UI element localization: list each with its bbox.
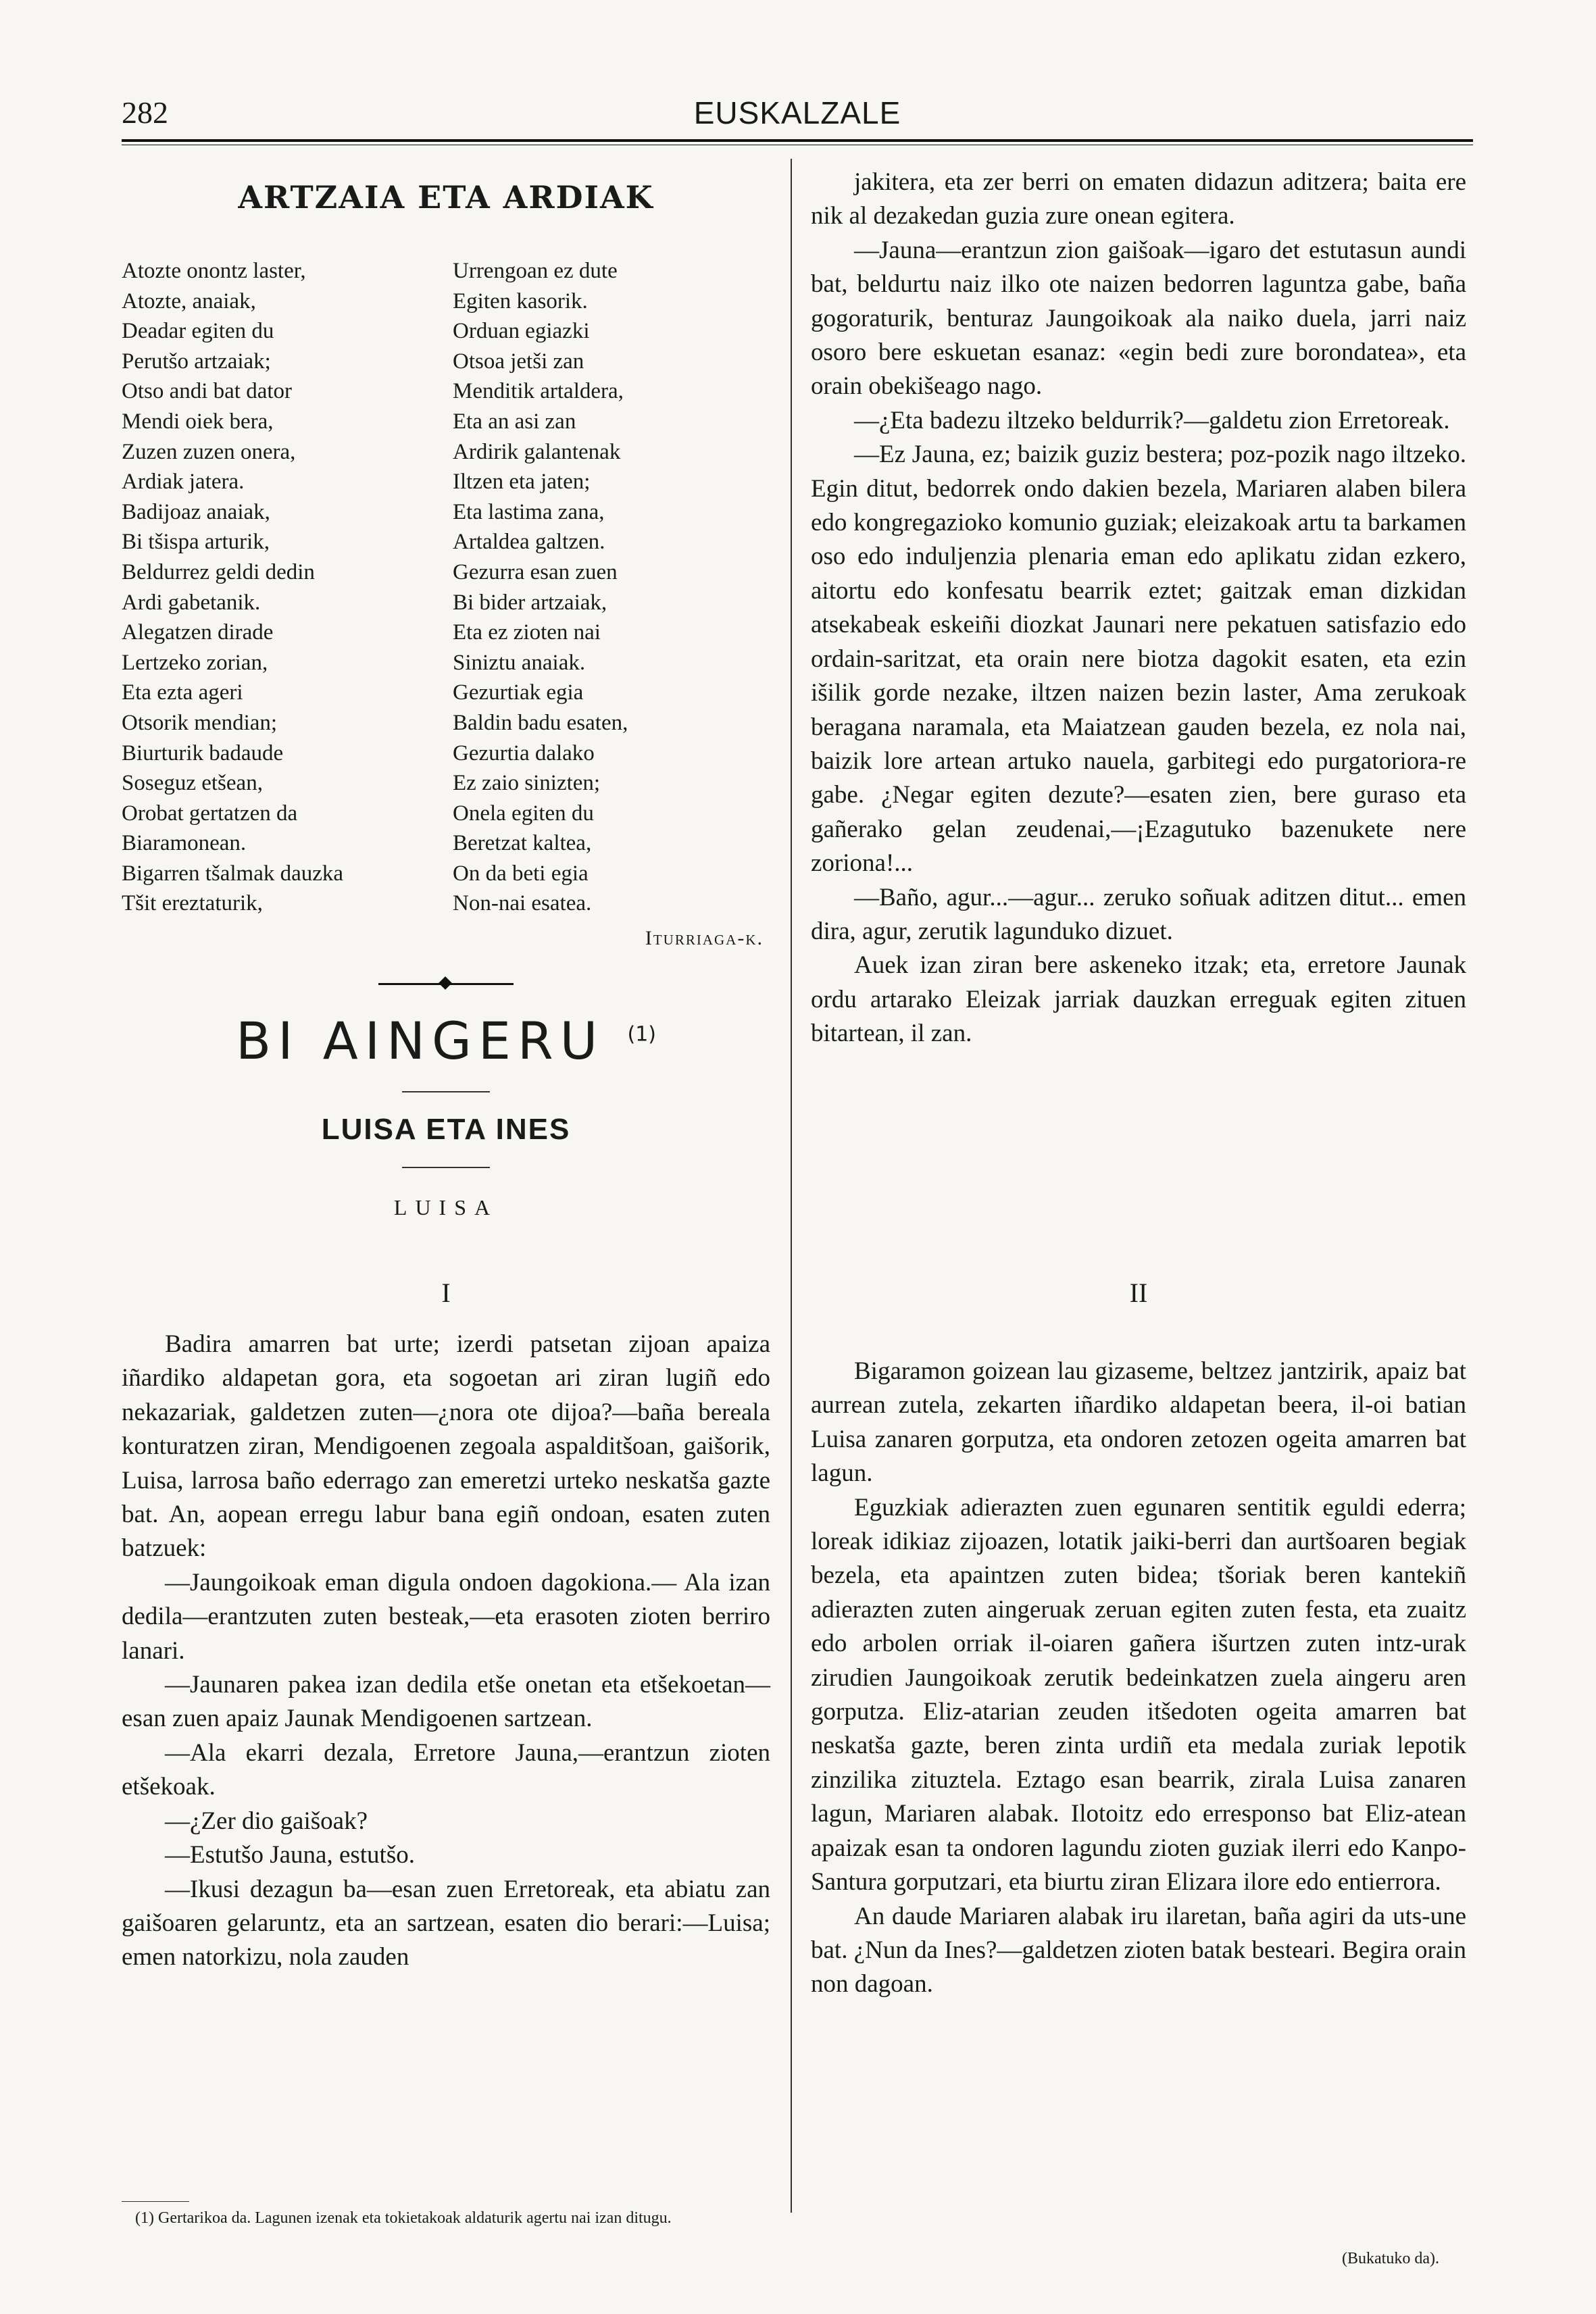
right-column-top: [791, 166, 1466, 1051]
paragraph: —Jaungoikoak eman digula ondoen dagokiona.— Ala izan dedila—erantzuten zuten besteak,—eta erasoten zioten berriro lanari.: [122, 1568, 770, 1665]
poem-line: Eta ezta ageri: [122, 680, 243, 705]
paragraph: —Baño, agur...—agur... zeruko soñuak aditzen ditut... emen dira, agur, zerutik lagunduko dizuet.: [811, 883, 1466, 945]
poem-line: Ez zaio sinizten;: [453, 771, 601, 796]
poem-line: Atozte, anaiak,: [122, 288, 256, 313]
page-header: [122, 95, 1473, 135]
paragraph: Bigaramon goizean lau gizaseme, beltzez jantzirik, apaiz bat aurrean zutela, zekarten iñardiko aldapetan beera, il-oi batian Luisa zanaren gorputza, eta ondoren zetozen ogeita amarren bat lagun.: [811, 1357, 1466, 1488]
poem-line: Otsorik mendian;: [122, 710, 278, 735]
paragraph: Badira amarren bat urte; izerdi patsetan zijoan apaiza iñardiko aldapetan gora, eta sogoetan ari ziran lugiñ edo nekazariak, galdetzen zuten—¿nora ote dijoa?—baña bereala konturatzen ziran, Mendigoenen zegoala aspalditšoan, gaišorik, Luisa, larrosa baño ederrago zan emeretzi urteko neskatša gazte bat. An, aopean erregu labur bana egiñ ondoan, esaten zuten batzuek:: [122, 1330, 770, 1563]
poem-line: Otso andi bat dator: [122, 379, 293, 404]
paragraph: —Ikusi dezagun ba—esan zuen Erretoreak, eta abiatu zan gaišoaren gelaruntz, eta an sartzean, esaten dio berari:—Luisa; emen natorkizu, nola zauden: [122, 1875, 770, 1971]
poem-line: Alegatzen dirade: [122, 620, 274, 645]
paragraph: —Ala ekarri dezala, Erretore Jauna,—erantzun zioten etšekoak.: [122, 1738, 770, 1801]
poem-line: Ardiak jatera.: [122, 470, 245, 495]
poem-line: Egiten kasorik.: [453, 288, 588, 313]
diamond-icon: [439, 976, 452, 990]
poem-line: Onela egiten du: [453, 801, 594, 826]
paragraph: Eguzkiak adierazten zuen egunaren sentitik eguldi ederra; loreak idikiaz zijoazen, lotatik jaiki-berri dan aurtšoaren begiak bezela, eta apaintzen zuten bidea; tšoriak beren kantekiñ adierazten zuten aingeruak zeruan egiten zuten festa, eta zuaitz edo arbolen orriak il-oiaren gañera išurtzen zuten intz-urak zirudien Jaungoikoak zerutik bedeinkatzen zuela aingeru aren gorputza. Eliz-atarian zeuden itšedoten ogeita amarren bat neskatša gazte, beren zinta urdiñ eta medala zuriak lepotik zinzilika zituztela. Eztago esan bearrik, zirala Luisa zanaren lagun, Mariaren alabak. Ilotoitz edo erresponso bat Eliz-atean apaizak esan ta ondoren lagundu zioten guziak ilerri edo Kanpo-Santura gorputzari, eta biurtu ziran Elizara ilore edo entierrora.: [811, 1493, 1466, 1896]
page-number: 282: [122, 95, 168, 130]
poem: [122, 256, 770, 919]
story-subtitle: LUISA ETA INES: [321, 1113, 571, 1147]
subtitle-rule: [402, 1167, 490, 1168]
poem-line: Gezurtia dalako: [453, 740, 595, 765]
poem-line: Orobat gertatzen da: [122, 801, 298, 826]
right-column-bottom: [811, 1355, 1466, 2002]
poem-signature: Iturriaga-k.: [645, 927, 764, 950]
left-column-top: [122, 179, 770, 1220]
footnote-rule: [122, 2201, 189, 2202]
section-name: LUISA: [393, 1195, 499, 1220]
paragraph: —¿Eta badezu iltzeko beldurrik?—galdetu zion Erretoreak.: [854, 406, 1450, 434]
poem-line: Bi bider artzaiak,: [453, 590, 607, 615]
poem-line: Eta lastima zana,: [453, 499, 605, 524]
poem-line: Baldin badu esaten,: [453, 710, 628, 735]
poem-line: Menditik artaldera,: [453, 379, 624, 404]
paragraph: An daude Mariaren alabak iru ilaretan, baña agiri da uts-une bat. ¿Nun da Ines?—galdetzen zioten batak besteari. Begira orain non dagoan.: [811, 1902, 1466, 1998]
paragraph: —Ez Jauna, ez; baizik guziz bestera; poz-pozik nago iltzeko. Egin ditut, bedorrek ondo dakien bezela, Mariaren alaben bilera edo kongregazioko komunio guziak; eleizakoak artu ta barkamen oso edo induljenzia plenaria eman edo aplikatu zidan ezkero, aitortu edo konfesatu bearrik eztet; gaitzak eman dizkidan atsekabeak eskeiñi diozkat Jaunari nere pekatuen satisfazio edo ordain-saritzat, eta orain nere biotza dagokit esaten, eta ezin išilik gorde nezake, iltzen naizen bezin laster, Ama zerukoak beragana naramala, eta Maiatzean gauden bezela, ez nola nai, baizik lore artean artuko nauela, garbitegi edo purgatoriora-re gabe. ¿Negar egiten dezute?—esaten zien, bere guraso eta gañerako gelan zeudenai,—¡Ezagutuko bazenukete nere zoriona!...: [811, 441, 1466, 878]
poem-line: Urrengoan ez dute: [453, 259, 618, 283]
poem-line: Eta an asi zan: [453, 409, 576, 434]
poem-line: Biaramonean.: [122, 831, 247, 856]
ornament-divider: [378, 977, 514, 990]
paragraph: —Jaunaren pakea izan dedila etše onetan eta etšekoetan—esan zuen apaiz Jaunak Mendigoenen sartzean.: [122, 1671, 770, 1733]
left-column-bottom: [122, 1328, 770, 1975]
poem-line: Deadar egiten du: [122, 319, 274, 344]
poem-line: Lertzeko zorian,: [122, 650, 268, 675]
poem-line: Perutšo artzaiak;: [122, 349, 271, 374]
header-rule: [122, 139, 1473, 142]
poem-line: Iltzen eta jaten;: [453, 470, 591, 495]
footnote: (1) Gertarikoa da. Lagunen izenak eta tokietakoak aldaturik agertu nai izan ditugu.: [135, 2209, 672, 2227]
poem-column-1: [122, 256, 439, 919]
poem-line: Otsoa jetši zan: [453, 349, 584, 374]
continued-note: (Bukatuko da).: [1342, 2250, 1439, 2267]
poem-line: Siniztu anaiak.: [453, 650, 586, 675]
story-title: [122, 1011, 770, 1071]
paragraph: —¿Zer dio gaišoak?: [165, 1807, 368, 1835]
story-title-text: BI AINGERU: [236, 1011, 605, 1072]
poem-line: Ardirik galantenak: [453, 439, 621, 464]
poem-line: On da beti egia: [453, 861, 589, 886]
poem-line: Orduan egiazki: [453, 319, 590, 344]
poem-line: Artaldea galtzen.: [453, 530, 605, 555]
poem-line: Badijoaz anaiak,: [122, 499, 270, 524]
poem-line: Atozte onontz laster,: [122, 259, 306, 283]
chapter-heading-1: I: [441, 1278, 451, 1308]
poem-line: Gezurra esan zuen: [453, 559, 618, 584]
poem-line: Non-nai esatea.: [453, 891, 592, 916]
chapter-heading-2: II: [1129, 1278, 1148, 1308]
poem-line: Eta ez zioten nai: [453, 620, 601, 645]
running-head: EUSKALZALE: [693, 95, 901, 130]
poem-line: Mendi oiek bera,: [122, 409, 274, 434]
title-rule: [402, 1091, 490, 1092]
paragraph: —Jauna—erantzun zion gaišoak—igaro det estutasun aundi bat, beldurtu naiz ilko ote naizen bedorren laguntza gabe, baña gogoraturik, benturaz Jaungoikoak ala naiko duela, jarri naiz osoro bere eskuetan esanaz: «egin bedi zure borondatea», eta orain obekišeago nago.: [811, 236, 1466, 401]
poem-line: Gezurtiak egia: [453, 680, 584, 705]
paragraph: Auek izan ziran bere askeneko itzak; eta, erretore Jaunak ordu artarako Eleizak jarriak dauzkan erreguak egiten zituen bitartean, il zan.: [811, 951, 1466, 1048]
paragraph: jakitera, eta zer berri on ematen didazun aditzera; baita ere nik al dezakedan guzia zure onean egitera.: [811, 168, 1466, 230]
poem-line: Bigarren tšalmak dauzka: [122, 861, 344, 886]
poem-line: Bi tšispa arturik,: [122, 530, 270, 555]
poem-line: Soseguz etšean,: [122, 771, 263, 796]
poem-line: Ardi gabetanik.: [122, 590, 261, 615]
poem-title: ARTZAIA ETA ARDIAK: [238, 179, 654, 216]
footnote-marker: (1): [627, 1022, 656, 1047]
paragraph: —Estutšo Jauna, estutšo.: [165, 1841, 415, 1869]
poem-line: Tšit ereztaturik,: [122, 891, 263, 916]
poem-line: Zuzen zuzen onera,: [122, 439, 296, 464]
poem-line: Beldurrez geldi dedin: [122, 559, 315, 584]
poem-column-2: [439, 256, 770, 919]
poem-line: Biurturik badaude: [122, 740, 284, 765]
poem-line: Beretzat kaltea,: [453, 831, 592, 856]
